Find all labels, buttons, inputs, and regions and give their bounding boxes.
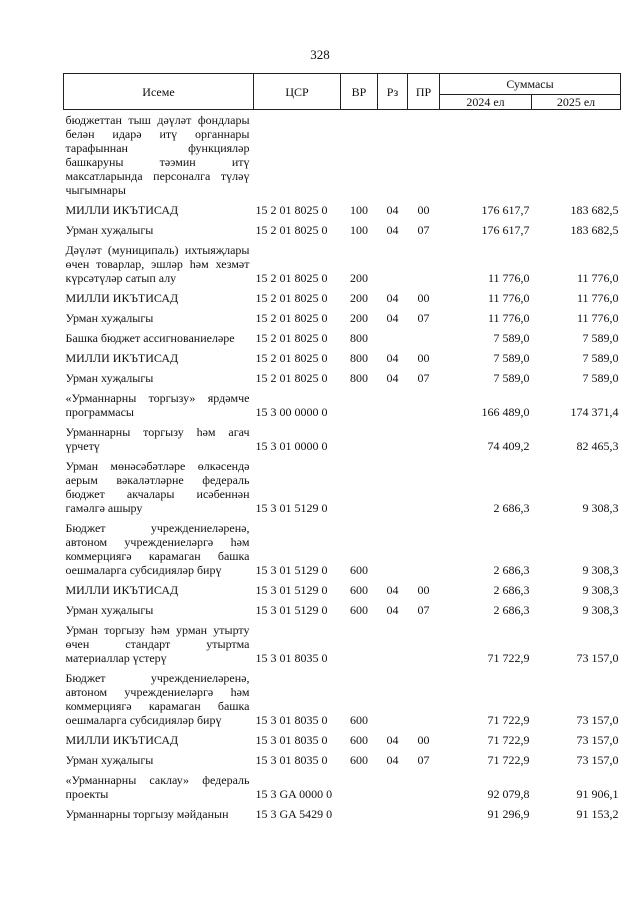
row-rz: 04: [386, 603, 399, 617]
row-name: бюджеттан тыш дәүләт фондлары белән идарә итү органнары тарафыннан функцияләр башкаруны тәэмин итү максатларында персоналга түләү чыгымнары: [65, 113, 250, 197]
row-amount-2025: 73 157,0: [576, 713, 619, 727]
row-csr: 15 2 01 8025 0: [255, 223, 328, 237]
row-csr: 15 2 01 8025 0: [255, 331, 328, 345]
row-rz: [378, 456, 408, 518]
row-csr: 15 2 01 8025 0: [255, 351, 328, 365]
row-pr: [408, 110, 440, 201]
table-row: [64, 770, 621, 804]
row-name: Урман хуҗалыгы: [65, 311, 154, 325]
row-name: Бюджет учреждениеләренә, автоном учреждениеләргә һәм коммерциягә карамаган башка оешмаларга субсидияләр бирү: [65, 521, 250, 577]
row-pr: [408, 388, 440, 422]
row-rz: [378, 518, 408, 580]
row-amount-2025: 11 776,0: [576, 311, 619, 325]
row-name: МИЛЛИ ИКЪТИСАД: [65, 203, 179, 217]
row-csr: 15 3 01 8035 0: [255, 651, 328, 665]
row-vr: 600: [350, 753, 368, 767]
row-amount-2025: 174 371,4: [570, 405, 619, 419]
row-pr: 00: [417, 733, 430, 747]
row-amount-2025: 183 682,5: [570, 203, 619, 217]
row-pr: [408, 620, 440, 668]
row-amount-2025: 9 308,3: [582, 563, 619, 577]
row-rz: [378, 328, 408, 348]
row-vr: [341, 620, 378, 668]
header-rz: Рз: [378, 74, 408, 110]
row-pr: [408, 328, 440, 348]
row-vr: [341, 388, 378, 422]
table-row: [64, 110, 621, 201]
row-pr: 07: [417, 371, 430, 385]
table-row: [64, 750, 621, 770]
row-amount-2024: 7 589,0: [493, 371, 530, 385]
table-row: [64, 518, 621, 580]
row-vr: 800: [350, 351, 368, 365]
row-pr: [408, 804, 440, 824]
row-pr: [408, 240, 440, 288]
header-pr: ПР: [408, 74, 440, 110]
table-row: [64, 600, 621, 620]
row-rz: 04: [386, 311, 399, 325]
row-csr: 15 3 01 8035 0: [255, 713, 328, 727]
row-amount-2025: 82 465,3: [576, 439, 619, 453]
row-csr: 15 3 01 8035 0: [255, 733, 328, 747]
table-row: [64, 240, 621, 288]
row-amount-2024: 74 409,2: [487, 439, 530, 453]
row-name: МИЛЛИ ИКЪТИСАД: [65, 733, 179, 747]
row-amount-2025: 73 157,0: [576, 753, 619, 767]
row-amount-2024: 11 776,0: [487, 311, 530, 325]
header-year-2025: 2025 ел: [532, 95, 621, 110]
row-name: Урман хуҗалыгы: [65, 223, 154, 237]
row-rz: [378, 620, 408, 668]
row-pr: [408, 422, 440, 456]
row-csr: 15 3 01 5129 0: [255, 583, 328, 597]
row-amount-2025: 91 153,2: [576, 807, 619, 821]
row-name: Урман торгызу һәм урман утырту өчен стандарт утыртма материаллар үстерү: [65, 623, 250, 665]
header-sums: Суммасы: [440, 74, 621, 95]
row-csr: 15 3 GA 0000 0: [255, 787, 333, 801]
row-rz: 04: [386, 371, 399, 385]
table-body: [64, 110, 621, 825]
row-amount-2024: 91 296,9: [487, 807, 530, 821]
row-csr: 15 3 GA 5429 0: [255, 807, 333, 821]
row-pr: 00: [417, 203, 430, 217]
table-row: [64, 388, 621, 422]
row-csr: 15 2 01 8025 0: [255, 203, 328, 217]
row-pr: 07: [417, 603, 430, 617]
table-row: [64, 200, 621, 220]
row-pr: [408, 668, 440, 730]
header-year-2024: 2024 ел: [440, 95, 532, 110]
row-amount-2025: [532, 110, 621, 201]
row-vr: 800: [350, 331, 368, 345]
row-vr: 200: [350, 271, 368, 285]
table-row: [64, 220, 621, 240]
row-name: Урман хуҗалыгы: [65, 753, 154, 767]
row-pr: 07: [417, 753, 430, 767]
header-csr: ЦСР: [254, 74, 341, 110]
row-pr: 07: [417, 311, 430, 325]
table-row: [64, 422, 621, 456]
row-csr: 15 3 01 5129 0: [255, 501, 328, 515]
row-amount-2025: 7 589,0: [582, 371, 619, 385]
row-amount-2025: 73 157,0: [576, 733, 619, 747]
row-pr: 00: [417, 291, 430, 305]
row-amount-2024: 7 589,0: [493, 331, 530, 345]
row-amount-2024: 71 722,9: [487, 753, 530, 767]
row-amount-2025: 9 308,3: [582, 501, 619, 515]
row-name: Урман хуҗалыгы: [65, 603, 154, 617]
row-vr: 600: [350, 603, 368, 617]
row-name: «Урманнарны саклау» федераль проекты: [65, 773, 250, 801]
row-amount-2025: 7 589,0: [582, 351, 619, 365]
table-row: [64, 730, 621, 750]
row-vr: 200: [350, 291, 368, 305]
row-rz: [378, 804, 408, 824]
row-rz: 04: [386, 583, 399, 597]
row-pr: [408, 518, 440, 580]
row-pr: 07: [417, 223, 430, 237]
row-amount-2024: 2 686,3: [493, 501, 530, 515]
row-csr: 15 2 01 8025 0: [255, 371, 328, 385]
row-csr: 15 2 01 8025 0: [255, 271, 328, 285]
row-amount-2024: 11 776,0: [487, 291, 530, 305]
table-row: [64, 580, 621, 600]
table-row: [64, 328, 621, 348]
row-amount-2024: [440, 110, 532, 201]
row-amount-2024: 71 722,9: [487, 733, 530, 747]
row-csr: 15 3 01 8035 0: [255, 753, 328, 767]
row-rz: 04: [386, 291, 399, 305]
row-pr: [408, 770, 440, 804]
row-rz: [378, 668, 408, 730]
table-row: [64, 620, 621, 668]
header-vr: ВР: [341, 74, 378, 110]
row-name: МИЛЛИ ИКЪТИСАД: [65, 291, 179, 305]
row-amount-2025: 73 157,0: [576, 651, 619, 665]
row-name: Урманнарны торгызу мәйданын: [65, 807, 229, 821]
row-csr: 15 3 01 5129 0: [255, 563, 328, 577]
row-rz: 04: [386, 753, 399, 767]
row-csr: 15 2 01 8025 0: [255, 291, 328, 305]
row-vr: 100: [350, 223, 368, 237]
header-name: Исеме: [64, 74, 254, 110]
budget-table: [63, 73, 621, 824]
row-vr: 600: [350, 583, 368, 597]
table-header: [64, 74, 621, 110]
row-name: Урманнарны торгызу һәм агач үрчетү: [65, 425, 250, 453]
row-name: Башка бюджет ассигнованиеләре: [65, 331, 235, 345]
row-amount-2025: 7 589,0: [582, 331, 619, 345]
row-rz: [378, 240, 408, 288]
table-row: [64, 368, 621, 388]
row-pr: [408, 456, 440, 518]
row-vr: 600: [350, 563, 368, 577]
row-rz: [378, 388, 408, 422]
row-amount-2025: 9 308,3: [582, 603, 619, 617]
row-vr: [341, 422, 378, 456]
row-name: Урман мөнәсәбәтләре өлкәсендә аерым вәкаләтләрне федераль бюджет акчалары исәбеннән гамәлгә ашыру: [65, 459, 250, 515]
row-csr: 15 3 01 5129 0: [255, 603, 328, 617]
row-rz: 04: [386, 351, 399, 365]
row-name: МИЛЛИ ИКЪТИСАД: [65, 351, 179, 365]
row-name: «Урманнарны торгызу» ярдәмче программасы: [65, 391, 250, 419]
row-csr: 15 3 00 0000 0: [255, 405, 328, 419]
row-name: Урман хуҗалыгы: [65, 371, 154, 385]
row-vr: [341, 804, 378, 824]
row-rz: [378, 770, 408, 804]
row-vr: 600: [350, 713, 368, 727]
row-rz: 04: [386, 733, 399, 747]
table-row: [64, 348, 621, 368]
row-name: Дәүләт (муниципаль) ихтыяҗлары өчен товарлар, эшләр һәм хезмәт күрсәтүләр сатып алу: [65, 243, 250, 285]
row-amount-2024: 71 722,9: [487, 713, 530, 727]
row-pr: 00: [417, 351, 430, 365]
row-vr: 200: [350, 311, 368, 325]
row-rz: 04: [386, 223, 399, 237]
row-csr: [254, 110, 341, 201]
row-vr: 100: [350, 203, 368, 217]
row-vr: 600: [350, 733, 368, 747]
page-number: 328: [310, 47, 330, 62]
row-amount-2024: 11 776,0: [487, 271, 530, 285]
row-csr: 15 3 01 0000 0: [255, 439, 328, 453]
row-amount-2024: 166 489,0: [481, 405, 530, 419]
row-rz: 04: [386, 203, 399, 217]
table-row: [64, 288, 621, 308]
table-row: [64, 804, 621, 824]
table-row: [64, 456, 621, 518]
row-amount-2025: 183 682,5: [570, 223, 619, 237]
row-amount-2025: 9 308,3: [582, 583, 619, 597]
row-vr: [341, 770, 378, 804]
row-name: Бюджет учреждениеләренә, автоном учреждениеләргә һәм коммерциягә карамаган башка оешмаларга субсидияләр бирү: [65, 671, 250, 727]
row-amount-2024: 71 722,9: [487, 651, 530, 665]
row-amount-2024: 92 079,8: [487, 787, 530, 801]
row-amount-2024: 2 686,3: [493, 603, 530, 617]
row-amount-2024: 2 686,3: [493, 563, 530, 577]
table-row: [64, 308, 621, 328]
row-amount-2025: 91 906,1: [576, 787, 619, 801]
row-name: МИЛЛИ ИКЪТИСАД: [65, 583, 179, 597]
row-pr: 00: [417, 583, 430, 597]
row-rz: [378, 422, 408, 456]
row-vr: [341, 456, 378, 518]
row-amount-2025: 11 776,0: [576, 291, 619, 305]
row-amount-2024: 2 686,3: [493, 583, 530, 597]
row-amount-2024: 176 617,7: [481, 203, 530, 217]
table-row: [64, 668, 621, 730]
row-vr: 800: [350, 371, 368, 385]
row-amount-2025: 11 776,0: [576, 271, 619, 285]
row-rz: [378, 110, 408, 201]
row-amount-2024: 176 617,7: [481, 223, 530, 237]
row-csr: 15 2 01 8025 0: [255, 311, 328, 325]
row-vr: [341, 110, 378, 201]
row-amount-2024: 7 589,0: [493, 351, 530, 365]
